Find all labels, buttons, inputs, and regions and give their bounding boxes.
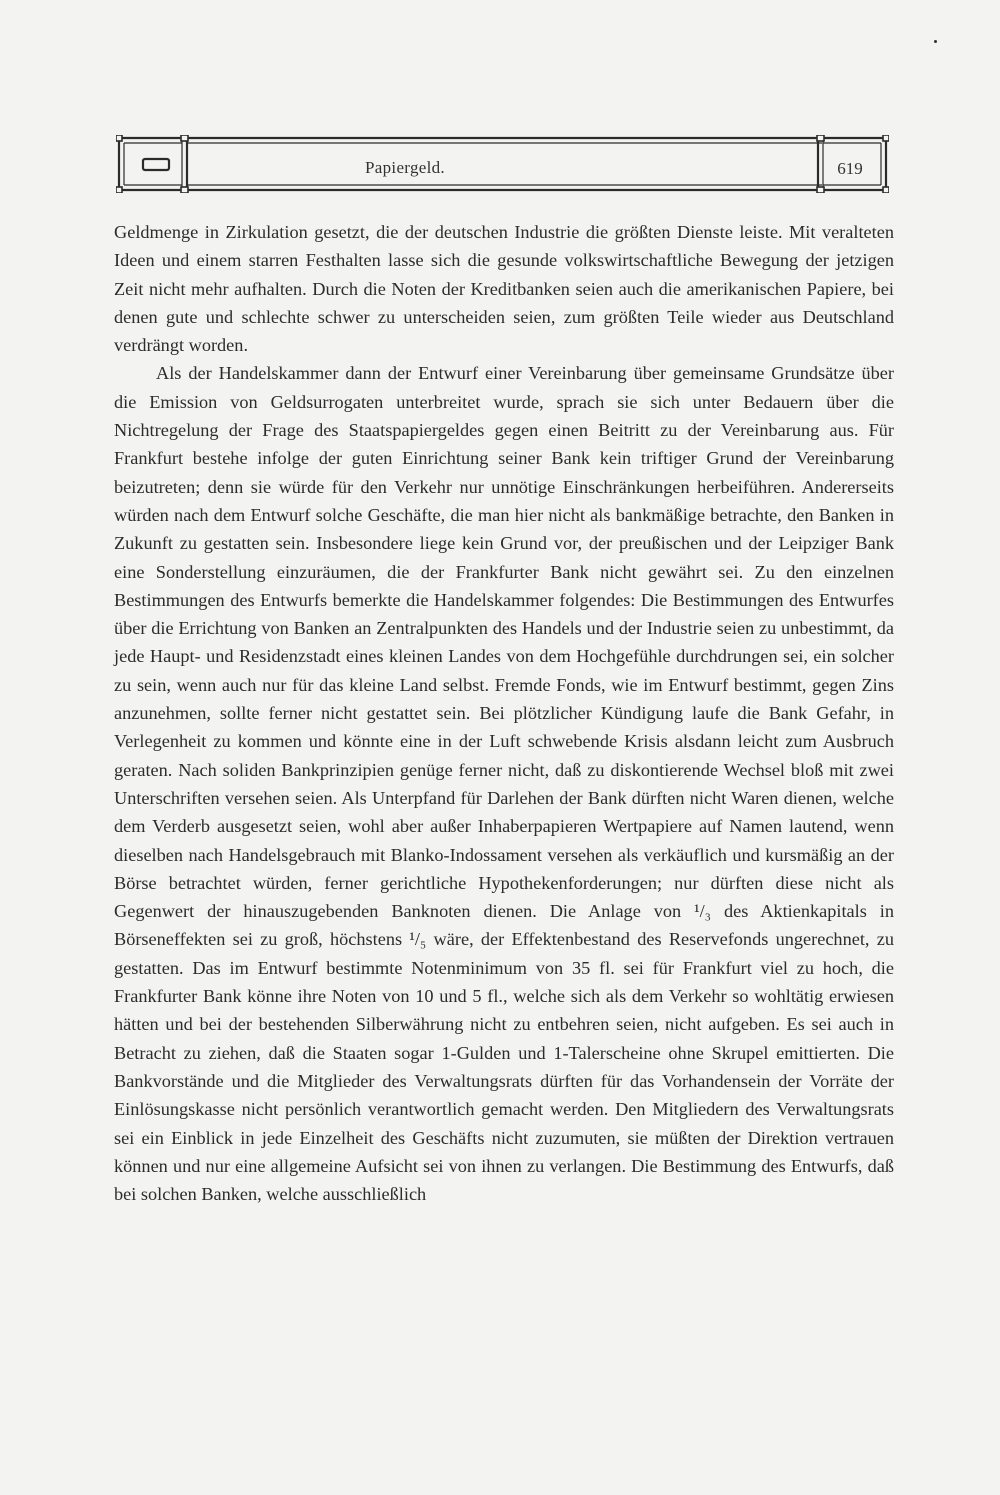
page-number: 619	[837, 159, 863, 178]
ink-speck	[934, 40, 937, 43]
paragraph: Geldmenge in Zirkulation gesetzt, die der deutschen Industrie die größten Dienste leiste. Mit veralteten Ideen und einem starren Festhalten lasse sich die gesunde volkswirtschaftliche Bewegung der jetzigen Zeit nicht mehr aufhalten. Durch die Noten der Kreditbanken seien auch die amerikanischen Papiere, bei denen gute und schlechte schwer zu unterscheiden seien, zum größten Teile wieder aus Deutschland verdrängt worden.	[114, 222, 894, 356]
running-head-title: Papiergeld.	[365, 158, 445, 177]
body-text	[114, 218, 894, 1208]
paragraph: Als der Handelskammer dann der Entwurf einer Vereinbarung über gemeinsame Grundsätze über die Emission von Geldsurrogaten unterbreitet wurde, sprach sie sich unter Bedauern über die Nichtregelung der Frage des Staatspapiergeldes gegen einen Beitritt zu der Vereinbarung aus. Für Frankfurt bestehe infolge der guten Einrichtung seiner Bank kein triftiger Grund der Vereinbarung beizutreten; denn sie würde für den Verkehr nur unnötige Einschränkungen herbeiführen. Andererseits würden nach dem Entwurf solche Geschäfte, die man hier nicht als bankmäßige betrachte, den Banken in Zukunft zu gestatten sein. Insbesondere liege kein Grund vor, der preußischen und der Leipziger Bank eine Sonderstellung einzuräumen, die der Frankfurter Bank nicht gewährt sei. Zu den einzelnen Bestimmungen des Entwurfs bemerkte die Handelskammer folgendes: Die Bestimmungen des Entwurfes über die Errichtung von Banken an Zentralpunkten des Handels und der Industrie seien zu unbestimmt, da jede Haupt- und Residenzstadt eines kleinen Landes von dem Hochgefühle durchdrungen sei, ein solcher zu sein, wenn auch nur für das kleine Land selbst. Fremde Fonds, wie im Entwurf bestimmt, gegen Zins anzunehmen, sollte ferner nicht gestattet sein. Bei plötzlicher Kündigung laufe die Bank Gefahr, in Verlegenheit zu kommen und könnte eine in der Luft schwebende Krisis alsdann leicht zum Ausbruch geraten. Nach soliden Bankprinzipien genüge ferner nicht, daß zu diskontierende Wechsel bloß mit zwei Unterschriften versehen seien. Als Unterpfand für Darlehen der Bank dürften nicht Waren dienen, welche dem Verderb ausgesetzt seien, wohl aber außer Inhaberpapieren Wertpapiere auf Namen lautend, wenn dieselben nach Handelsgebrauch mit Blanko-Indossament versehen als verkäuflich und kursmäßig an der Börse betrachtet würden, ferner gerichtliche Hypothekenforderungen; nur dürften diese nicht als Gegenwert der hinauszugebenden Banknoten dienen. Die Anlage von ¹/₃ des Aktienkapitals in Börseneffekten sei zu groß, höchstens ¹/₅ wäre, der Effektenbestand des Reservefonds ungerechnet, zu gestatten. Das im Entwurf bestimmte Notenminimum von 35 fl. sei für Frankfurt viel zu hoch, die Frankfurter Bank könne ihre Noten von 10 und 5 fl., welche sich als dem Verkehr so wohltätig erwiesen hätten und bei der bestehenden Silberwährung nicht zu entbehren seien, nicht aufgeben. Es sei auch in Betracht zu ziehen, daß die Staaten sogar 1-Gulden und 1-Talerscheine ohne Skrupel emittierten. Die Bankvorstände und die Mitglieder des Verwaltungsrats dürften für das Vorhandensein der Vorräte der Einlösungskasse nicht persönlich verantwortlich gemacht werden. Den Mitgliedern des Verwaltungsrats sei ein Einblick in jede Einzelheit des Geschäfts nicht zuzumuten, sie müßten der Direktion vertrauen können und nur eine allgemeine Aufsicht sei von ihnen zu verlangen. Die Bestimmung des Entwurfs, daß bei solchen Banken, welche ausschließlich	[114, 363, 894, 1205]
